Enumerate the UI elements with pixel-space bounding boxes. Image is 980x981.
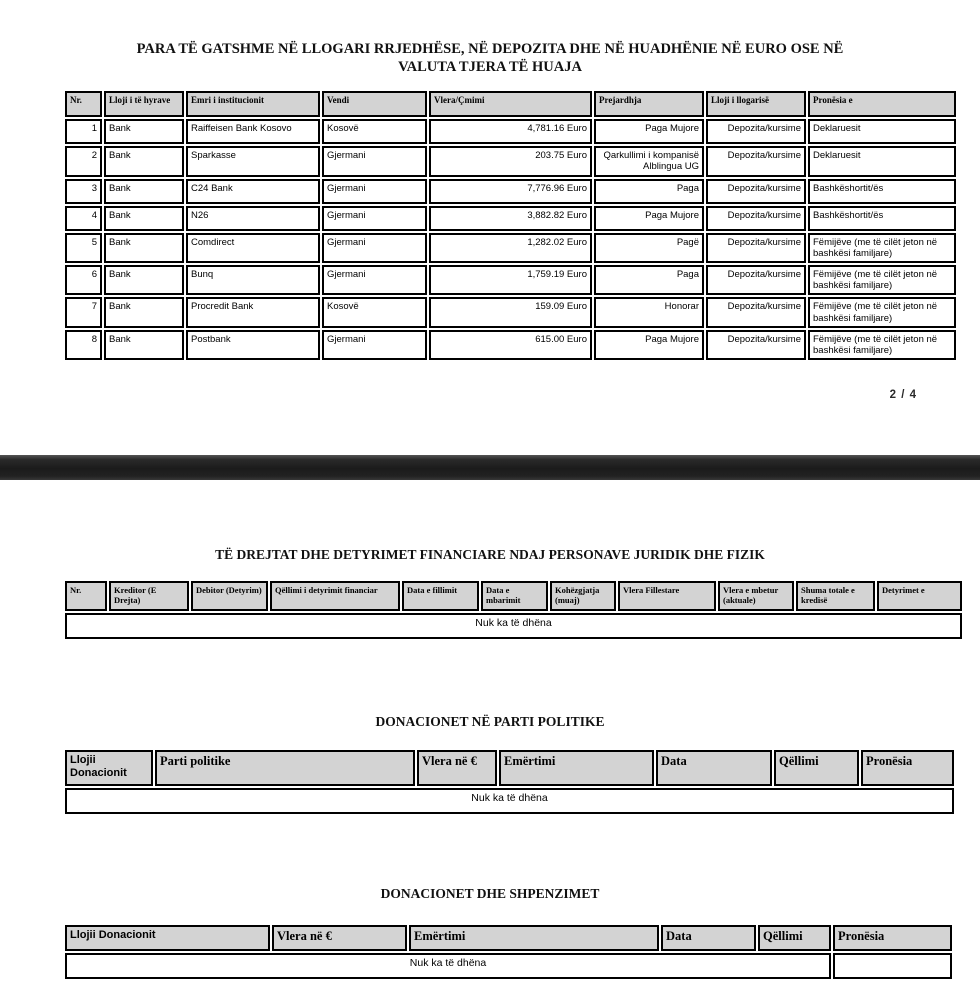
table-cell: Depozita/kursime: [706, 265, 806, 295]
table-cell: Depozita/kursime: [706, 330, 806, 360]
cash-table-body: [65, 119, 956, 360]
column-header-debtor: Debitor (Detyrim): [191, 581, 268, 611]
table-cell: 4: [65, 206, 102, 231]
cash-table-header-row: [65, 91, 956, 117]
table-cell: Depozita/kursime: [706, 119, 806, 144]
section-title-donations-expenses: DONACIONET DHE SHPENZIMET: [380, 886, 600, 902]
table-cell: 615.00 Euro: [429, 330, 592, 360]
column-header-total-credit: Shuma totale e kredisë: [796, 581, 875, 611]
column-header-start-date: Data e fillimit: [402, 581, 479, 611]
table-cell: Bank: [104, 179, 184, 204]
empty-ownership-cell: [833, 953, 952, 979]
column-header-ownership: Pronësia: [833, 925, 952, 951]
column-header-name: Emërtimi: [409, 925, 659, 951]
column-header-nr: Nr.: [65, 91, 102, 117]
obligations-empty-row: [65, 613, 962, 639]
table-cell: Fëmijëve (me të cilët jeton në bashkësi familjare): [808, 233, 956, 263]
column-header-creditor: Kreditor (E Drejta): [109, 581, 189, 611]
table-cell: 3: [65, 179, 102, 204]
column-header-ownership: Pronësia e: [808, 91, 956, 117]
table-cell: 8: [65, 330, 102, 360]
no-data-cell: Nuk ka të dhëna: [65, 613, 962, 639]
table-cell: Kosovë: [322, 119, 427, 144]
table-cell: Gjermani: [322, 233, 427, 263]
page-title-line1: PARA TË GATSHME NË LLOGARI RRJEDHËSE, NË DEPOZITA DHE NË HUADHËNIE NË EURO OSE NË: [136, 41, 844, 57]
table-cell: Gjermani: [322, 146, 427, 176]
table-cell: 1,759.19 Euro: [429, 265, 592, 295]
table-cell: Bank: [104, 297, 184, 327]
table-cell: Deklaruesit: [808, 146, 956, 176]
table-cell: Depozita/kursime: [706, 179, 806, 204]
document-page-2: [0, 0, 980, 401]
column-header-date: Data: [656, 750, 772, 786]
no-data-cell: Nuk ka të dhëna: [65, 953, 831, 979]
table-cell: Bashkëshortit/ës: [808, 179, 956, 204]
table-row: [65, 146, 956, 176]
column-header-name: Emërtimi: [499, 750, 654, 786]
table-row: [65, 206, 956, 231]
table-row: [65, 265, 956, 295]
column-header-donation-type: Llojii Donacionit: [65, 750, 153, 786]
no-data-cell: Nuk ka të dhëna: [65, 788, 954, 814]
table-cell: 2: [65, 146, 102, 176]
table-cell: C24 Bank: [186, 179, 320, 204]
table-cell: 7,776.96 Euro: [429, 179, 592, 204]
table-cell: Fëmijëve (me të cilët jeton në bashkësi familjare): [808, 330, 956, 360]
column-header-value-eur: Vlera në €: [417, 750, 497, 786]
table-cell: Bank: [104, 265, 184, 295]
table-cell: 5: [65, 233, 102, 263]
table-cell: Bank: [104, 206, 184, 231]
table-row: [65, 233, 956, 263]
page-title: [0, 0, 980, 76]
column-header-purpose: Qëllimi i detyrimit financiar: [270, 581, 400, 611]
table-cell: Kosovë: [322, 297, 427, 327]
table-cell: Depozita/kursime: [706, 233, 806, 263]
table-cell: Gjermani: [322, 206, 427, 231]
party-donations-table: [63, 748, 956, 816]
table-cell: Pagë: [594, 233, 704, 263]
column-header-date: Data: [661, 925, 756, 951]
table-cell: 1: [65, 119, 102, 144]
table-cell: Deklaruesit: [808, 119, 956, 144]
table-cell: Depozita/kursime: [706, 297, 806, 327]
table-cell: Fëmijëve (me të cilët jeton në bashkësi familjare): [808, 265, 956, 295]
column-header-end-date: Data e mbarimit: [481, 581, 548, 611]
column-header-value: Vlera/Çmimi: [429, 91, 592, 117]
table-cell: N26: [186, 206, 320, 231]
financial-obligations-table: [63, 579, 964, 641]
table-cell: Bank: [104, 330, 184, 360]
table-cell: 6: [65, 265, 102, 295]
table-cell: Paga: [594, 265, 704, 295]
table-cell: Postbank: [186, 330, 320, 360]
table-cell: Raiffeisen Bank Kosovo: [186, 119, 320, 144]
table-cell: Paga: [594, 179, 704, 204]
cash-accounts-table: [63, 89, 958, 362]
table-row: [65, 119, 956, 144]
table-cell: Honorar: [594, 297, 704, 327]
section-title-obligations: TË DREJTAT DHE DETYRIMET FINANCIARE NDAJ PERSONAVE JURIDIK DHE FIZIK: [215, 547, 765, 563]
column-header-account-type: Lloji i llogarisë: [706, 91, 806, 117]
table-cell: 3,882.82 Euro: [429, 206, 592, 231]
section-title-party-donations: DONACIONET NË PARTI POLITIKE: [375, 714, 605, 730]
page-title-line2: VALUTA TJERA TË HUAJA: [398, 59, 582, 76]
column-header-obligations: Detyrimet e: [877, 581, 962, 611]
table-cell: Paga Mujore: [594, 119, 704, 144]
table-cell: 4,781.16 Euro: [429, 119, 592, 144]
party-donations-empty-row: [65, 788, 954, 814]
column-header-value-eur: Vlera në €: [272, 925, 407, 951]
column-header-institution: Emri i institucionit: [186, 91, 320, 117]
party-donations-header-row: [65, 750, 954, 786]
table-cell: Bunq: [186, 265, 320, 295]
obligations-header-row: [65, 581, 962, 611]
column-header-initial-value: Vlera Fillestare: [618, 581, 716, 611]
column-header-political-party: Parti politike: [155, 750, 415, 786]
column-header-purpose: Qëllimi: [774, 750, 859, 786]
table-cell: Fëmijëve (me të cilët jeton në bashkësi familjare): [808, 297, 956, 327]
table-cell: Depozita/kursime: [706, 206, 806, 231]
column-header-nr: Nr.: [65, 581, 107, 611]
table-row: [65, 297, 956, 327]
table-cell: Gjermani: [322, 330, 427, 360]
table-cell: Bashkëshortit/ës: [808, 206, 956, 231]
table-cell: 159.09 Euro: [429, 297, 592, 327]
table-cell: Bank: [104, 146, 184, 176]
table-cell: 203.75 Euro: [429, 146, 592, 176]
column-header-donation-type: Llojii Donacionit: [65, 925, 270, 951]
page-number: 2 / 4: [889, 389, 917, 402]
table-cell: Bank: [104, 119, 184, 144]
document-page-3: [0, 480, 980, 981]
table-row: [65, 179, 956, 204]
table-cell: Paga Mujore: [594, 330, 704, 360]
column-header-income-type: Lloji i të hyrave: [104, 91, 184, 117]
table-cell: Procredit Bank: [186, 297, 320, 327]
table-cell: Qarkullimi i kompanisë Alblingua UG: [594, 146, 704, 176]
column-header-purpose: Qëllimi: [758, 925, 831, 951]
donations-expenses-table: [63, 923, 954, 981]
table-cell: Bank: [104, 233, 184, 263]
page-separator-bar: [0, 455, 980, 480]
column-header-ownership: Pronësia: [861, 750, 954, 786]
donations-expenses-empty-row: [65, 953, 952, 979]
table-cell: Sparkasse: [186, 146, 320, 176]
table-cell: Paga Mujore: [594, 206, 704, 231]
table-cell: Gjermani: [322, 265, 427, 295]
column-header-duration: Kohëzgjatja (muaj): [550, 581, 616, 611]
table-row: [65, 330, 956, 360]
column-header-country: Vendi: [322, 91, 427, 117]
table-cell: Gjermani: [322, 179, 427, 204]
table-cell: 7: [65, 297, 102, 327]
table-cell: Comdirect: [186, 233, 320, 263]
donations-expenses-header-row: [65, 925, 952, 951]
table-cell: 1,282.02 Euro: [429, 233, 592, 263]
column-header-origin: Prejardhja: [594, 91, 704, 117]
table-cell: Depozita/kursime: [706, 146, 806, 176]
column-header-remaining-value: Vlera e mbetur (aktuale): [718, 581, 794, 611]
